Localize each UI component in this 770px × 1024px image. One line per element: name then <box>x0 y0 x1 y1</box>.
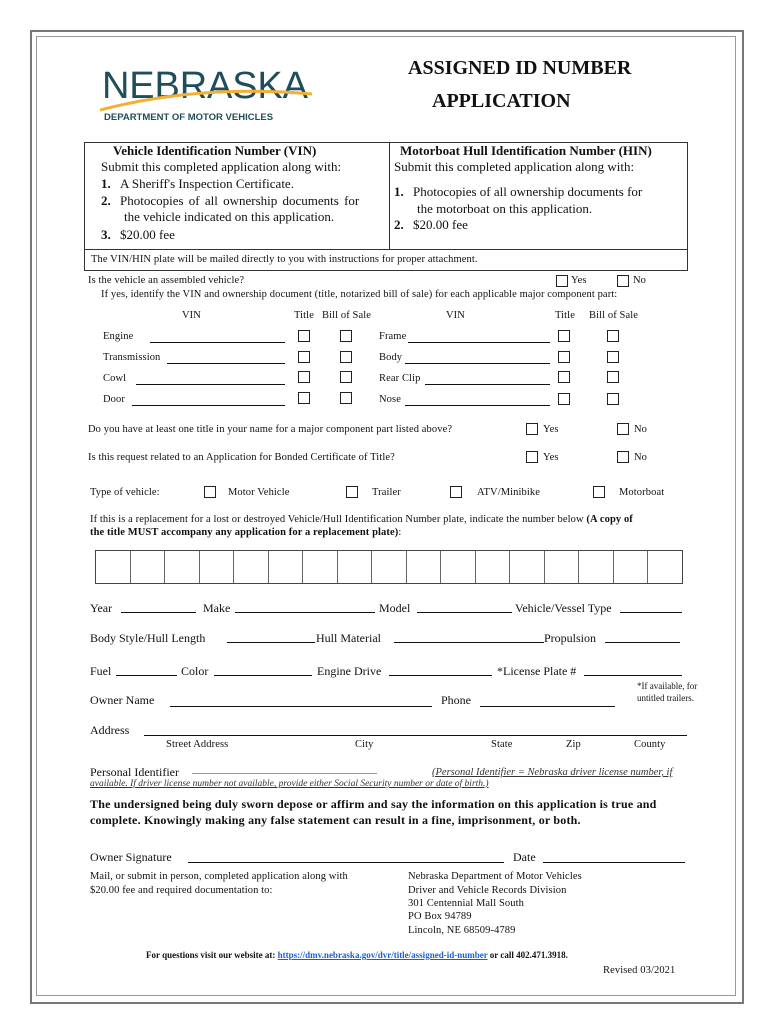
mail-instructions-cont: $20.00 fee and required documentation to: <box>90 885 273 896</box>
license-plate-input[interactable] <box>584 675 682 676</box>
plate-note: The VIN/HIN plate will be mailed directly to you with instructions for proper attachment. <box>91 254 478 265</box>
col-bill-of-sale: Bill of Sale <box>322 310 372 321</box>
engine-vin-input[interactable] <box>150 342 285 343</box>
mail-instructions: Mail, or submit in person, completed application along with <box>90 871 348 882</box>
owner-name-label: Owner Name <box>90 693 155 707</box>
nebraska-dmv-logo <box>100 62 315 127</box>
hin-intro: Submit this completed application along with: <box>394 159 635 174</box>
frame-vin-input[interactable] <box>408 342 550 343</box>
hin-item: Photocopies of all ownership documents for <box>413 184 643 199</box>
body-bill-checkbox[interactable] <box>607 351 619 363</box>
body-style-input[interactable] <box>227 642 315 643</box>
zip-sublabel: Zip <box>566 739 581 750</box>
char-box[interactable] <box>269 551 304 583</box>
replacement-bold-cont: the title MUST accompany any application for a replacement plate) <box>90 527 399 538</box>
license-plate-label: *License Plate # <box>497 664 577 678</box>
motor-vehicle-label: Motor Vehicle <box>228 487 290 498</box>
component-label-frame: Frame <box>379 331 407 342</box>
vin-item: $20.00 fee <box>120 227 175 242</box>
date-label: Date <box>513 850 536 864</box>
component-label-cowl: Cowl <box>103 373 127 384</box>
vessel-type-input[interactable] <box>620 612 682 613</box>
char-box[interactable] <box>441 551 476 583</box>
revised-date: Revised 03/2021 <box>603 965 676 976</box>
vin-item-num: 1. <box>101 176 111 191</box>
char-box[interactable] <box>165 551 200 583</box>
body-vin-input[interactable] <box>405 363 550 364</box>
hull-material-input[interactable] <box>394 642 544 643</box>
color-label: Color <box>181 664 209 678</box>
atv-minibike-checkbox[interactable] <box>450 486 462 498</box>
col-vin: VIN <box>182 310 201 321</box>
assembled-yes-label: Yes <box>571 275 587 286</box>
state-sublabel: State <box>491 739 513 750</box>
nose-bill-checkbox[interactable] <box>607 393 619 405</box>
char-box[interactable] <box>545 551 580 583</box>
assembled-no-checkbox[interactable] <box>617 275 629 287</box>
form-title-line1: ASSIGNED ID NUMBER <box>408 57 632 79</box>
logo-swoosh-icon <box>100 62 315 112</box>
bonded-question: Is this request related to an Application for Bonded Certificate of Title? <box>88 452 395 463</box>
char-box[interactable] <box>234 551 269 583</box>
vin-item: Photocopies of all ownership documents for <box>120 193 360 208</box>
owner-name-input[interactable] <box>170 706 432 707</box>
assembled-yes-checkbox[interactable] <box>556 275 568 287</box>
body-style-label: Body Style/Hull Length <box>90 631 206 645</box>
mail-address-line: Nebraska Department of Motor Vehicles <box>408 871 582 882</box>
footer-prefix: For questions visit our website at: <box>146 950 278 960</box>
hin-item-cont: the motorboat on this application. <box>417 201 593 216</box>
frame-title-checkbox[interactable] <box>558 330 570 342</box>
owner-signature-input[interactable] <box>188 862 504 863</box>
title-no-label: No <box>634 424 648 435</box>
cowl-bill-checkbox[interactable] <box>340 371 352 383</box>
personal-id-label: Personal Identifier <box>90 765 179 779</box>
phone-input[interactable] <box>480 706 615 707</box>
hin-item-num: 2. <box>394 217 404 232</box>
title-question: Do you have at least one title in your name for a major component part listed above? <box>88 424 453 435</box>
motorboat-checkbox[interactable] <box>593 486 605 498</box>
address-label: Address <box>90 723 130 737</box>
assembled-question: Is the vehicle an assembled vehicle? <box>88 275 245 286</box>
model-label: Model <box>379 601 411 615</box>
door-bill-checkbox[interactable] <box>340 392 352 404</box>
char-box[interactable] <box>648 551 682 583</box>
make-input[interactable] <box>235 612 375 613</box>
bonded-yes-label: Yes <box>543 452 559 463</box>
trailer-label: Trailer <box>372 487 401 498</box>
char-box[interactable] <box>614 551 649 583</box>
component-label-engine: Engine <box>103 331 134 342</box>
motor-vehicle-checkbox[interactable] <box>204 486 216 498</box>
engine-drive-label: Engine Drive <box>317 664 382 678</box>
fuel-label: Fuel <box>90 664 112 678</box>
vin-item-num: 2. <box>101 193 111 208</box>
char-box[interactable] <box>303 551 338 583</box>
transmission-title-checkbox[interactable] <box>298 351 310 363</box>
transmission-vin-input[interactable] <box>167 363 285 364</box>
char-box[interactable] <box>338 551 373 583</box>
mail-address-line: Driver and Vehicle Records Division <box>408 885 567 896</box>
trailer-checkbox[interactable] <box>346 486 358 498</box>
col-bill-of-sale: Bill of Sale <box>589 310 639 321</box>
mail-address-line: Lincoln, NE 68509-4789 <box>408 925 516 936</box>
frame-bill-checkbox[interactable] <box>607 330 619 342</box>
nose-vin-input[interactable] <box>405 405 550 406</box>
personal-id-note: (Personal Identifier = Nebraska driver license number, if <box>432 767 673 778</box>
nose-title-checkbox[interactable] <box>558 393 570 405</box>
bonded-no-label: No <box>634 452 648 463</box>
engine-bill-checkbox[interactable] <box>340 330 352 342</box>
vin-item: A Sheriff's Inspection Certificate. <box>120 176 294 191</box>
footer-contact <box>146 950 568 960</box>
char-box[interactable] <box>372 551 407 583</box>
date-input[interactable] <box>543 862 685 863</box>
hin-item: $20.00 fee <box>413 217 468 232</box>
bonded-yes-checkbox[interactable] <box>526 451 538 463</box>
engine-drive-input[interactable] <box>389 675 492 676</box>
county-sublabel: County <box>634 739 666 750</box>
door-title-checkbox[interactable] <box>298 392 310 404</box>
fuel-input[interactable] <box>116 675 177 676</box>
title-yes-checkbox[interactable] <box>526 423 538 435</box>
cowl-vin-input[interactable] <box>136 384 285 385</box>
street-sublabel: Street Address <box>166 739 229 750</box>
bonded-no-checkbox[interactable] <box>617 451 629 463</box>
vin-heading: Vehicle Identification Number (VIN) <box>113 143 317 158</box>
propulsion-label: Propulsion <box>544 631 597 645</box>
assembled-followup: If yes, identify the VIN and ownership document (title, notarized bill of sale) for each applicable major component part: <box>101 289 618 300</box>
vin-item-num: 3. <box>101 227 111 242</box>
char-box[interactable] <box>476 551 511 583</box>
logo-subtitle: DEPARTMENT OF MOTOR VEHICLES <box>104 112 274 123</box>
title-yes-label: Yes <box>543 424 559 435</box>
replacement-text: If this is a replacement for a lost or destroyed Vehicle/Hull Identification Number plate, indicate the number below <box>90 514 587 525</box>
col-title: Title <box>555 310 575 321</box>
char-box[interactable] <box>407 551 442 583</box>
personal-id-note-cont: available. If driver license number not available, provide either Social Security number or date of birth.) <box>90 779 489 789</box>
hull-material-label: Hull Material <box>316 631 381 645</box>
char-box[interactable] <box>96 551 131 583</box>
address-input[interactable] <box>144 735 687 736</box>
svg-text:NEBRASKA: NEBRASKA <box>102 65 307 107</box>
col-title: Title <box>294 310 314 321</box>
affirmation-line2: complete. Knowingly making any false statement can result in a fine, imprisonment, or both. <box>90 813 581 827</box>
year-label: Year <box>90 601 113 615</box>
atv-minibike-label: ATV/Minibike <box>477 487 541 498</box>
mail-address-line: PO Box 94789 <box>408 911 472 922</box>
char-box[interactable] <box>510 551 545 583</box>
replacement-colon: : <box>398 527 402 538</box>
char-box[interactable] <box>579 551 614 583</box>
vin-intro: Submit this completed application along with: <box>101 159 342 174</box>
vehicle-type-label: Type of vehicle: <box>90 487 160 498</box>
phone-label: Phone <box>441 693 471 707</box>
year-input[interactable] <box>121 612 196 613</box>
vessel-type-label: Vehicle/Vessel Type <box>515 601 612 615</box>
hin-item-num: 1. <box>394 184 404 199</box>
transmission-bill-checkbox[interactable] <box>340 351 352 363</box>
col-vin: VIN <box>446 310 465 321</box>
replacement-bold: (A copy of <box>586 514 633 525</box>
plate-footnote: *If available, for <box>637 681 698 691</box>
component-label-transmission: Transmission <box>103 352 161 363</box>
model-input[interactable] <box>417 612 512 613</box>
door-vin-input[interactable] <box>132 405 285 406</box>
component-label-body: Body <box>379 352 403 363</box>
color-input[interactable] <box>214 675 312 676</box>
char-box[interactable] <box>200 551 235 583</box>
rear-clip-title-checkbox[interactable] <box>558 371 570 383</box>
body-title-checkbox[interactable] <box>558 351 570 363</box>
affirmation-line1: The undersigned being duly sworn depose or affirm and say the information on this application is true and <box>90 797 657 811</box>
owner-signature-label: Owner Signature <box>90 850 172 864</box>
component-label-door: Door <box>103 394 125 405</box>
personal-id-input[interactable]: _____________________________________ <box>192 764 377 775</box>
propulsion-input[interactable] <box>605 642 680 643</box>
rear-clip-vin-input[interactable] <box>425 384 550 385</box>
motorboat-label: Motorboat <box>619 487 665 498</box>
website-link[interactable]: https://dmv.nebraska.gov/dvr/title/assigned-id-number <box>277 950 488 960</box>
vin-item-cont: the vehicle indicated on this application. <box>124 209 335 224</box>
city-sublabel: City <box>355 739 374 750</box>
engine-title-checkbox[interactable] <box>298 330 310 342</box>
component-label-nose: Nose <box>379 394 401 405</box>
mail-address-line: 301 Centennial Mall South <box>408 898 524 909</box>
hin-heading: Motorboat Hull Identification Number (HIN) <box>400 143 652 158</box>
cowl-title-checkbox[interactable] <box>298 371 310 383</box>
assembled-no-label: No <box>633 275 647 286</box>
title-no-checkbox[interactable] <box>617 423 629 435</box>
plate-footnote-cont: untitled trailers. <box>637 693 694 703</box>
char-box[interactable] <box>131 551 166 583</box>
make-label: Make <box>203 601 231 615</box>
replacement-number-boxes[interactable] <box>95 550 683 584</box>
footer-suffix: or call 402.471.3918. <box>487 950 568 960</box>
form-title-line2: APPLICATION <box>432 90 571 112</box>
rear-clip-bill-checkbox[interactable] <box>607 371 619 383</box>
component-label-rear-clip: Rear Clip <box>379 373 421 384</box>
